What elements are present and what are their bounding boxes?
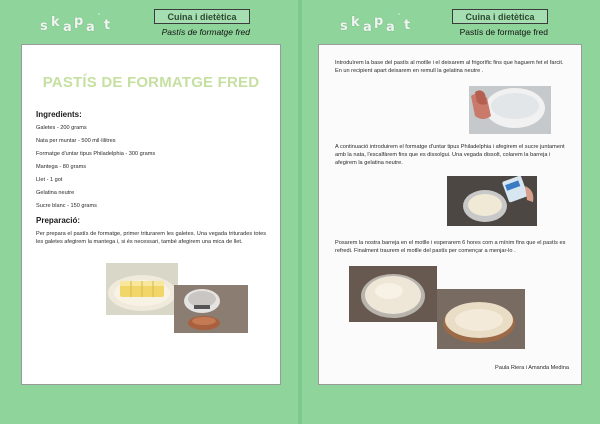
ingredient-item: Galetes - 200 grams (36, 125, 87, 131)
right-page (318, 44, 582, 385)
preparation-text: Per prepara el pastís de formatge, primer triturarem les galetes. Una vegada triturades totes les galetes afegirem la mantega i, si és necessari, també afegirem una mica de llet. (36, 231, 266, 245)
ingredient-item: Nata per muntar - 500 mil·lilitres (36, 138, 116, 144)
ingredients-heading: Ingredients: (36, 110, 82, 119)
cake-in-mould-photo (349, 266, 437, 322)
step-paragraph-3: Posarem la nostra barreja en el motlle i esperarem 6 hores com a mínim fins que el pastís es refredi. Finalment traurem el motlle del pastís per començar a menjar-lo . (335, 240, 566, 254)
recipe-title: PASTÍS DE FORMATGE FRED (42, 74, 260, 91)
left-page (21, 44, 281, 385)
spread-gutter (298, 0, 302, 424)
ingredient-item: Mantega - 80 grams (36, 164, 87, 170)
section-header-box-right: Cuina i dietètica (452, 9, 548, 24)
page-subtitle-right: Pastís de formatge fred (459, 27, 548, 37)
gelatin-soaking-photo (469, 86, 551, 134)
skapat-logo-right: s k a p a ' t (340, 12, 411, 35)
skapat-logo-left: s k a p a ' t (40, 12, 111, 35)
ingredient-item: Gelatina neutre (36, 190, 75, 196)
step-paragraph-2: A continuació introduirem el formatge d'untar tipus Philadelphia i afegirem el sucre juntament amb la nata, l'escalfàrem fins que es dissolgui. Una vegada dissolt, colarem la barreja i afegirem la gelatina neutre. (335, 144, 565, 166)
preparation-heading: Preparació: (36, 216, 81, 225)
section-header-box: Cuina i dietètica (154, 9, 250, 24)
ingredient-item: Formatge d'untar tipus Philadelphia - 300 grams (36, 151, 156, 157)
butter-photo (106, 263, 178, 315)
step-paragraph-1: Introduïrem la base del pastís al motlle i el deixarem al frigorífic fins que haguem fet el farcit. En un recipient apart deixarem en remull la gelatina neutre . (335, 60, 564, 74)
page-subtitle: Pastís de formatge fred (161, 27, 250, 37)
ingredient-item: Sucre blanc - 150 grams (36, 203, 97, 209)
authors-signature: Paula Riera i Amanda Medina (494, 365, 569, 371)
crushed-biscuits-photo (174, 285, 248, 333)
unmoulded-cake-photo (437, 289, 525, 349)
mixing-cream-photo (447, 176, 537, 226)
ingredient-item: Llet - 1 got (36, 177, 63, 183)
